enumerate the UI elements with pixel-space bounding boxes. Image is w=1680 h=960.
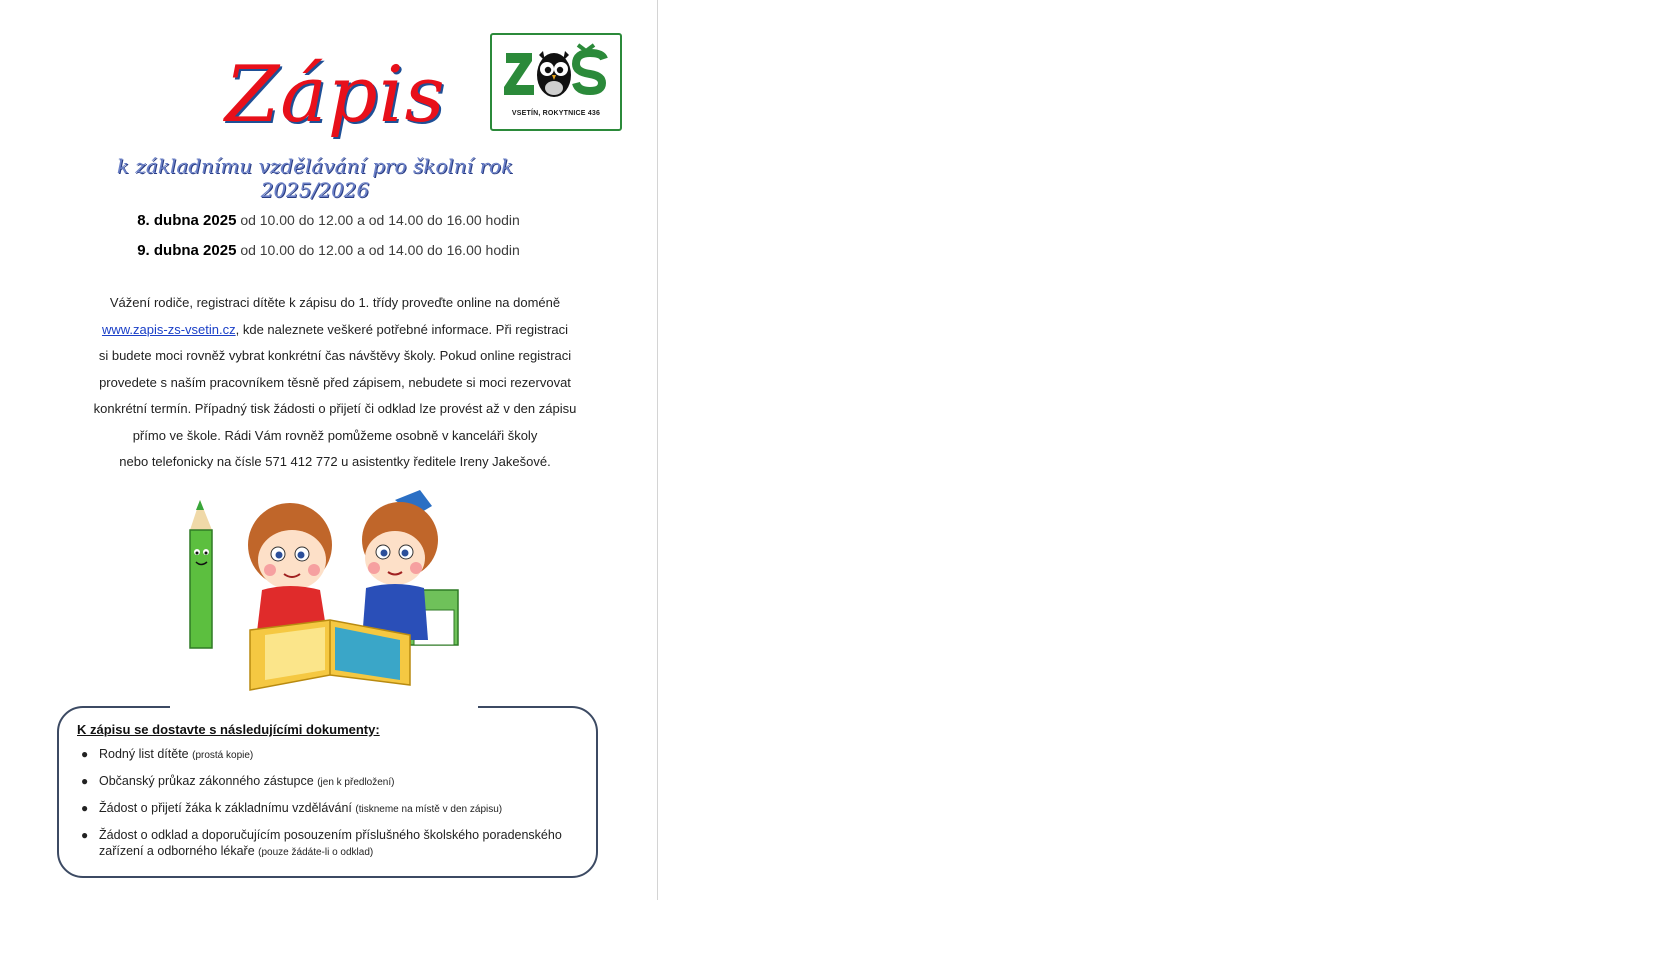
- para-line-5: konkrétní termín. Případný tisk žádosti o přijetí či odklad lze provést až v den zápisu: [93, 401, 577, 416]
- bullet-icon: ●: [81, 747, 89, 761]
- para-line-1: Vážení rodiče, registraci dítěte k zápisu do 1. třídy proveďte online na doméně: [109, 295, 561, 310]
- date-1: 8. dubna 2025: [137, 212, 237, 229]
- para-line-2: , kde naleznete veškeré potřebné informace. Při registraci: [235, 321, 569, 337]
- doc-item-note: (prostá kopie): [192, 750, 254, 761]
- docbox-gap: [170, 700, 478, 710]
- para-line-7: nebo telefonicky na čísle 571 412 772 u asistentky ředitele Ireny Jakešové.: [119, 454, 551, 469]
- doc-item-text: Žádost o odklad a doporučujícím posouzením příslušného školského poradenského zařízení a odborného lékaře: [99, 828, 562, 858]
- para-line-6: přímo ve škole. Rádi Vám rovněž pomůžeme osobně v kanceláři školy: [132, 427, 538, 443]
- list-item: [81, 746, 589, 764]
- page-title: Zápis: [225, 50, 446, 140]
- documents-list: [81, 746, 589, 870]
- documents-box: [57, 706, 598, 878]
- doc-item-text: Žádost o přijetí žáka k základnímu vzdělávání: [99, 801, 352, 815]
- page-subtitle: k základnímu vzdělávání pro školní rok 2025/2026: [116, 154, 514, 202]
- doc-item-text: Rodný list dítěte: [99, 747, 189, 761]
- date-line-1: [0, 212, 657, 229]
- doc-item-text: Občanský průkaz zákonného zástupce: [99, 774, 314, 788]
- doc-item-note: (pouze žádáte-li o odklad): [258, 847, 374, 858]
- list-item: [81, 827, 589, 861]
- registration-link[interactable]: www.zapis-zs-vsetin.cz: [101, 321, 236, 337]
- doc-item-note: (jen k předložení): [317, 777, 395, 788]
- list-item: [81, 773, 589, 791]
- document-page: [0, 0, 658, 900]
- children-reading-illustration: [170, 490, 490, 715]
- doc-item-note: (tiskneme na místě v den zápisu): [355, 804, 503, 815]
- para-line-3: si budete moci rovněž vybrat konkrétní čas návštěvy školy. Pokud online registraci: [98, 348, 572, 363]
- bullet-icon: ●: [81, 774, 89, 788]
- time-2: od 10.00 do 12.00 a od 14.00 do 16.00 hodin: [240, 242, 520, 258]
- bullet-icon: ●: [81, 828, 89, 842]
- date-2: 9. dubna 2025: [137, 242, 237, 259]
- para-line-4: provedete s naším pracovníkem těsně před zápisem, nebudete si moci rezervovat: [99, 374, 571, 390]
- date-line-2: [0, 242, 657, 259]
- school-logo: [490, 33, 622, 131]
- time-1: od 10.00 do 12.00 a od 14.00 do 16.00 hodin: [240, 212, 520, 228]
- info-paragraph: [85, 290, 585, 476]
- logo-caption: VSETÍN, ROKYTNICE 436: [511, 110, 601, 117]
- owl-logo-icon: [502, 41, 610, 101]
- list-item: [81, 800, 589, 818]
- documents-title: K zápisu se dostavte s následujícími dokumenty:: [77, 722, 380, 737]
- bullet-icon: ●: [81, 801, 89, 815]
